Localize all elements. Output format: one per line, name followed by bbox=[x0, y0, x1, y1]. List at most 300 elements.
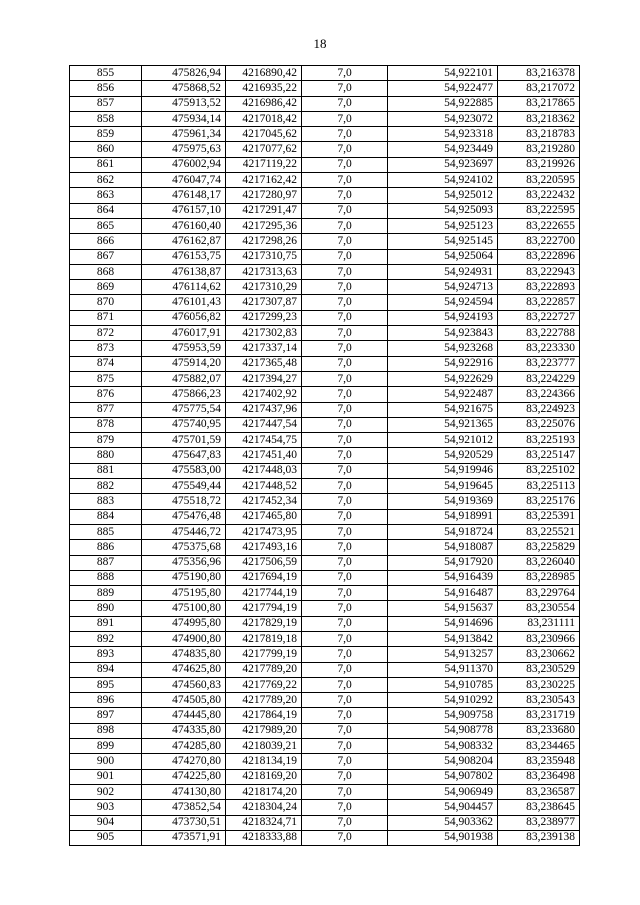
point-number-cell: 886 bbox=[70, 540, 142, 555]
latitude-cell: 54,922885 bbox=[388, 96, 498, 111]
longitude-cell: 83,238977 bbox=[498, 815, 580, 830]
point-number-cell: 871 bbox=[70, 310, 142, 325]
latitude-cell: 54,923843 bbox=[388, 326, 498, 341]
height-cell: 7,0 bbox=[302, 586, 388, 601]
x-coordinate-cell: 474560,83 bbox=[142, 677, 226, 692]
point-number-cell: 862 bbox=[70, 173, 142, 188]
x-coordinate-cell: 475868,52 bbox=[142, 81, 226, 96]
y-coordinate-cell: 4217473,95 bbox=[226, 524, 302, 539]
table-row bbox=[70, 769, 580, 784]
latitude-cell: 54,904457 bbox=[388, 800, 498, 815]
y-coordinate-cell: 4217313,63 bbox=[226, 264, 302, 279]
height-cell: 7,0 bbox=[302, 387, 388, 402]
longitude-cell: 83,218362 bbox=[498, 111, 580, 126]
height-cell: 7,0 bbox=[302, 356, 388, 371]
y-coordinate-cell: 4217799,19 bbox=[226, 647, 302, 662]
x-coordinate-cell: 475740,95 bbox=[142, 417, 226, 432]
point-number-cell: 881 bbox=[70, 463, 142, 478]
x-coordinate-cell: 476017,91 bbox=[142, 326, 226, 341]
table-row bbox=[70, 188, 580, 203]
x-coordinate-cell: 475913,52 bbox=[142, 96, 226, 111]
y-coordinate-cell: 4217829,19 bbox=[226, 616, 302, 631]
table-row bbox=[70, 479, 580, 494]
longitude-cell: 83,216378 bbox=[498, 66, 580, 81]
table-row bbox=[70, 310, 580, 325]
height-cell: 7,0 bbox=[302, 616, 388, 631]
height-cell: 7,0 bbox=[302, 463, 388, 478]
latitude-cell: 54,922477 bbox=[388, 81, 498, 96]
table-row bbox=[70, 815, 580, 830]
table-row bbox=[70, 555, 580, 570]
latitude-cell: 54,916487 bbox=[388, 586, 498, 601]
longitude-cell: 83,225521 bbox=[498, 524, 580, 539]
point-number-cell: 879 bbox=[70, 433, 142, 448]
height-cell: 7,0 bbox=[302, 203, 388, 218]
latitude-cell: 54,923072 bbox=[388, 111, 498, 126]
y-coordinate-cell: 4217437,96 bbox=[226, 402, 302, 417]
y-coordinate-cell: 4217302,83 bbox=[226, 326, 302, 341]
latitude-cell: 54,907802 bbox=[388, 769, 498, 784]
table-row bbox=[70, 601, 580, 616]
height-cell: 7,0 bbox=[302, 723, 388, 738]
height-cell: 7,0 bbox=[302, 402, 388, 417]
y-coordinate-cell: 4216935,22 bbox=[226, 81, 302, 96]
longitude-cell: 83,217072 bbox=[498, 81, 580, 96]
latitude-cell: 54,924102 bbox=[388, 173, 498, 188]
point-number-cell: 877 bbox=[70, 402, 142, 417]
y-coordinate-cell: 4217454,75 bbox=[226, 433, 302, 448]
y-coordinate-cell: 4217310,29 bbox=[226, 280, 302, 295]
longitude-cell: 83,224229 bbox=[498, 371, 580, 386]
x-coordinate-cell: 473730,51 bbox=[142, 815, 226, 830]
table-row bbox=[70, 739, 580, 754]
x-coordinate-cell: 475190,80 bbox=[142, 570, 226, 585]
y-coordinate-cell: 4217119,22 bbox=[226, 157, 302, 172]
longitude-cell: 83,236498 bbox=[498, 769, 580, 784]
height-cell: 7,0 bbox=[302, 677, 388, 692]
y-coordinate-cell: 4217045,62 bbox=[226, 127, 302, 142]
table-row bbox=[70, 249, 580, 264]
point-number-cell: 894 bbox=[70, 662, 142, 677]
table-row bbox=[70, 66, 580, 81]
y-coordinate-cell: 4217989,20 bbox=[226, 723, 302, 738]
height-cell: 7,0 bbox=[302, 784, 388, 799]
point-number-cell: 866 bbox=[70, 234, 142, 249]
height-cell: 7,0 bbox=[302, 524, 388, 539]
height-cell: 7,0 bbox=[302, 830, 388, 845]
y-coordinate-cell: 4217506,59 bbox=[226, 555, 302, 570]
x-coordinate-cell: 475195,80 bbox=[142, 586, 226, 601]
table-row bbox=[70, 586, 580, 601]
coordinates-table bbox=[69, 65, 580, 846]
table-row bbox=[70, 203, 580, 218]
point-number-cell: 896 bbox=[70, 693, 142, 708]
height-cell: 7,0 bbox=[302, 509, 388, 524]
x-coordinate-cell: 474995,80 bbox=[142, 616, 226, 631]
longitude-cell: 83,222788 bbox=[498, 326, 580, 341]
longitude-cell: 83,222700 bbox=[498, 234, 580, 249]
height-cell: 7,0 bbox=[302, 341, 388, 356]
point-number-cell: 895 bbox=[70, 677, 142, 692]
longitude-cell: 83,217865 bbox=[498, 96, 580, 111]
table-row bbox=[70, 173, 580, 188]
latitude-cell: 54,921675 bbox=[388, 402, 498, 417]
latitude-cell: 54,910785 bbox=[388, 677, 498, 692]
x-coordinate-cell: 473852,54 bbox=[142, 800, 226, 815]
longitude-cell: 83,231111 bbox=[498, 616, 580, 631]
longitude-cell: 83,229764 bbox=[498, 586, 580, 601]
longitude-cell: 83,223777 bbox=[498, 356, 580, 371]
table-row bbox=[70, 280, 580, 295]
point-number-cell: 887 bbox=[70, 555, 142, 570]
latitude-cell: 54,923449 bbox=[388, 142, 498, 157]
table-row bbox=[70, 111, 580, 126]
height-cell: 7,0 bbox=[302, 142, 388, 157]
height-cell: 7,0 bbox=[302, 127, 388, 142]
latitude-cell: 54,918724 bbox=[388, 524, 498, 539]
point-number-cell: 861 bbox=[70, 157, 142, 172]
y-coordinate-cell: 4217769,22 bbox=[226, 677, 302, 692]
x-coordinate-cell: 475882,07 bbox=[142, 371, 226, 386]
point-number-cell: 890 bbox=[70, 601, 142, 616]
longitude-cell: 83,239138 bbox=[498, 830, 580, 845]
latitude-cell: 54,908204 bbox=[388, 754, 498, 769]
y-coordinate-cell: 4218169,20 bbox=[226, 769, 302, 784]
x-coordinate-cell: 474900,80 bbox=[142, 631, 226, 646]
point-number-cell: 900 bbox=[70, 754, 142, 769]
y-coordinate-cell: 4217789,20 bbox=[226, 693, 302, 708]
point-number-cell: 889 bbox=[70, 586, 142, 601]
longitude-cell: 83,222595 bbox=[498, 203, 580, 218]
x-coordinate-cell: 476101,43 bbox=[142, 295, 226, 310]
height-cell: 7,0 bbox=[302, 631, 388, 646]
point-number-cell: 869 bbox=[70, 280, 142, 295]
height-cell: 7,0 bbox=[302, 769, 388, 784]
x-coordinate-cell: 474285,80 bbox=[142, 739, 226, 754]
table-row bbox=[70, 784, 580, 799]
point-number-cell: 878 bbox=[70, 417, 142, 432]
height-cell: 7,0 bbox=[302, 479, 388, 494]
table-row bbox=[70, 494, 580, 509]
y-coordinate-cell: 4217448,52 bbox=[226, 479, 302, 494]
table-row bbox=[70, 96, 580, 111]
height-cell: 7,0 bbox=[302, 540, 388, 555]
x-coordinate-cell: 474130,80 bbox=[142, 784, 226, 799]
table-row bbox=[70, 433, 580, 448]
point-number-cell: 875 bbox=[70, 371, 142, 386]
latitude-cell: 54,924193 bbox=[388, 310, 498, 325]
y-coordinate-cell: 4217310,75 bbox=[226, 249, 302, 264]
page-number: 18 bbox=[313, 36, 327, 51]
latitude-cell: 54,922916 bbox=[388, 356, 498, 371]
x-coordinate-cell: 476002,94 bbox=[142, 157, 226, 172]
table-row bbox=[70, 754, 580, 769]
x-coordinate-cell: 476114,62 bbox=[142, 280, 226, 295]
longitude-cell: 83,236587 bbox=[498, 784, 580, 799]
height-cell: 7,0 bbox=[302, 326, 388, 341]
latitude-cell: 54,916439 bbox=[388, 570, 498, 585]
point-number-cell: 870 bbox=[70, 295, 142, 310]
y-coordinate-cell: 4217077,62 bbox=[226, 142, 302, 157]
x-coordinate-cell: 475953,59 bbox=[142, 341, 226, 356]
latitude-cell: 54,906949 bbox=[388, 784, 498, 799]
height-cell: 7,0 bbox=[302, 111, 388, 126]
point-number-cell: 860 bbox=[70, 142, 142, 157]
point-number-cell: 903 bbox=[70, 800, 142, 815]
height-cell: 7,0 bbox=[302, 555, 388, 570]
height-cell: 7,0 bbox=[302, 708, 388, 723]
y-coordinate-cell: 4218333,88 bbox=[226, 830, 302, 845]
x-coordinate-cell: 475934,14 bbox=[142, 111, 226, 126]
longitude-cell: 83,225176 bbox=[498, 494, 580, 509]
point-number-cell: 882 bbox=[70, 479, 142, 494]
table-row bbox=[70, 708, 580, 723]
longitude-cell: 83,231719 bbox=[498, 708, 580, 723]
longitude-cell: 83,225076 bbox=[498, 417, 580, 432]
latitude-cell: 54,921365 bbox=[388, 417, 498, 432]
height-cell: 7,0 bbox=[302, 81, 388, 96]
y-coordinate-cell: 4217819,18 bbox=[226, 631, 302, 646]
height-cell: 7,0 bbox=[302, 218, 388, 233]
latitude-cell: 54,917920 bbox=[388, 555, 498, 570]
longitude-cell: 83,225147 bbox=[498, 448, 580, 463]
height-cell: 7,0 bbox=[302, 66, 388, 81]
y-coordinate-cell: 4217280,97 bbox=[226, 188, 302, 203]
x-coordinate-cell: 474225,80 bbox=[142, 769, 226, 784]
table-row bbox=[70, 142, 580, 157]
point-number-cell: 863 bbox=[70, 188, 142, 203]
point-number-cell: 902 bbox=[70, 784, 142, 799]
height-cell: 7,0 bbox=[302, 433, 388, 448]
table-row bbox=[70, 662, 580, 677]
y-coordinate-cell: 4217744,19 bbox=[226, 586, 302, 601]
point-number-cell: 885 bbox=[70, 524, 142, 539]
table-row bbox=[70, 677, 580, 692]
longitude-cell: 83,222943 bbox=[498, 264, 580, 279]
longitude-cell: 83,220595 bbox=[498, 173, 580, 188]
table-row bbox=[70, 509, 580, 524]
latitude-cell: 54,901938 bbox=[388, 830, 498, 845]
x-coordinate-cell: 475647,83 bbox=[142, 448, 226, 463]
x-coordinate-cell: 474835,80 bbox=[142, 647, 226, 662]
height-cell: 7,0 bbox=[302, 662, 388, 677]
longitude-cell: 83,230529 bbox=[498, 662, 580, 677]
table-row bbox=[70, 448, 580, 463]
point-number-cell: 893 bbox=[70, 647, 142, 662]
latitude-cell: 54,921012 bbox=[388, 433, 498, 448]
longitude-cell: 83,225113 bbox=[498, 479, 580, 494]
longitude-cell: 83,230662 bbox=[498, 647, 580, 662]
y-coordinate-cell: 4217448,03 bbox=[226, 463, 302, 478]
x-coordinate-cell: 476047,74 bbox=[142, 173, 226, 188]
x-coordinate-cell: 475375,68 bbox=[142, 540, 226, 555]
table-row bbox=[70, 417, 580, 432]
longitude-cell: 83,219280 bbox=[498, 142, 580, 157]
longitude-cell: 83,234465 bbox=[498, 739, 580, 754]
longitude-cell: 83,219926 bbox=[498, 157, 580, 172]
x-coordinate-cell: 475446,72 bbox=[142, 524, 226, 539]
table-row bbox=[70, 387, 580, 402]
height-cell: 7,0 bbox=[302, 234, 388, 249]
latitude-cell: 54,924931 bbox=[388, 264, 498, 279]
latitude-cell: 54,922487 bbox=[388, 387, 498, 402]
x-coordinate-cell: 473571,91 bbox=[142, 830, 226, 845]
table-row bbox=[70, 264, 580, 279]
longitude-cell: 83,224366 bbox=[498, 387, 580, 402]
y-coordinate-cell: 4217452,34 bbox=[226, 494, 302, 509]
point-number-cell: 880 bbox=[70, 448, 142, 463]
height-cell: 7,0 bbox=[302, 815, 388, 830]
table-row bbox=[70, 295, 580, 310]
latitude-cell: 54,922101 bbox=[388, 66, 498, 81]
latitude-cell: 54,908778 bbox=[388, 723, 498, 738]
y-coordinate-cell: 4217493,16 bbox=[226, 540, 302, 555]
latitude-cell: 54,903362 bbox=[388, 815, 498, 830]
y-coordinate-cell: 4218134,19 bbox=[226, 754, 302, 769]
point-number-cell: 868 bbox=[70, 264, 142, 279]
x-coordinate-cell: 475975,63 bbox=[142, 142, 226, 157]
height-cell: 7,0 bbox=[302, 249, 388, 264]
latitude-cell: 54,925145 bbox=[388, 234, 498, 249]
x-coordinate-cell: 475518,72 bbox=[142, 494, 226, 509]
table-row bbox=[70, 81, 580, 96]
point-number-cell: 873 bbox=[70, 341, 142, 356]
longitude-cell: 83,218783 bbox=[498, 127, 580, 142]
longitude-cell: 83,222655 bbox=[498, 218, 580, 233]
latitude-cell: 54,923268 bbox=[388, 341, 498, 356]
point-number-cell: 867 bbox=[70, 249, 142, 264]
latitude-cell: 54,913257 bbox=[388, 647, 498, 662]
height-cell: 7,0 bbox=[302, 96, 388, 111]
y-coordinate-cell: 4217337,14 bbox=[226, 341, 302, 356]
point-number-cell: 872 bbox=[70, 326, 142, 341]
latitude-cell: 54,910292 bbox=[388, 693, 498, 708]
x-coordinate-cell: 476153,75 bbox=[142, 249, 226, 264]
point-number-cell: 904 bbox=[70, 815, 142, 830]
x-coordinate-cell: 475356,96 bbox=[142, 555, 226, 570]
x-coordinate-cell: 474445,80 bbox=[142, 708, 226, 723]
x-coordinate-cell: 475826,94 bbox=[142, 66, 226, 81]
table-row bbox=[70, 127, 580, 142]
x-coordinate-cell: 475476,48 bbox=[142, 509, 226, 524]
table-row bbox=[70, 570, 580, 585]
table-row bbox=[70, 326, 580, 341]
height-cell: 7,0 bbox=[302, 280, 388, 295]
longitude-cell: 83,225102 bbox=[498, 463, 580, 478]
table-row bbox=[70, 371, 580, 386]
latitude-cell: 54,913842 bbox=[388, 631, 498, 646]
point-number-cell: 876 bbox=[70, 387, 142, 402]
x-coordinate-cell: 475961,34 bbox=[142, 127, 226, 142]
latitude-cell: 54,925123 bbox=[388, 218, 498, 233]
y-coordinate-cell: 4217465,80 bbox=[226, 509, 302, 524]
height-cell: 7,0 bbox=[302, 693, 388, 708]
point-number-cell: 864 bbox=[70, 203, 142, 218]
height-cell: 7,0 bbox=[302, 310, 388, 325]
latitude-cell: 54,924713 bbox=[388, 280, 498, 295]
longitude-cell: 83,228985 bbox=[498, 570, 580, 585]
longitude-cell: 83,223330 bbox=[498, 341, 580, 356]
height-cell: 7,0 bbox=[302, 295, 388, 310]
x-coordinate-cell: 476157,10 bbox=[142, 203, 226, 218]
longitude-cell: 83,225193 bbox=[498, 433, 580, 448]
height-cell: 7,0 bbox=[302, 754, 388, 769]
table-row bbox=[70, 647, 580, 662]
longitude-cell: 83,222727 bbox=[498, 310, 580, 325]
height-cell: 7,0 bbox=[302, 647, 388, 662]
longitude-cell: 83,222432 bbox=[498, 188, 580, 203]
height-cell: 7,0 bbox=[302, 173, 388, 188]
x-coordinate-cell: 476148,17 bbox=[142, 188, 226, 203]
latitude-cell: 54,919946 bbox=[388, 463, 498, 478]
table-row bbox=[70, 463, 580, 478]
point-number-cell: 899 bbox=[70, 739, 142, 754]
longitude-cell: 83,230554 bbox=[498, 601, 580, 616]
x-coordinate-cell: 474625,80 bbox=[142, 662, 226, 677]
y-coordinate-cell: 4217018,42 bbox=[226, 111, 302, 126]
latitude-cell: 54,919645 bbox=[388, 479, 498, 494]
y-coordinate-cell: 4217402,92 bbox=[226, 387, 302, 402]
y-coordinate-cell: 4217794,19 bbox=[226, 601, 302, 616]
latitude-cell: 54,914696 bbox=[388, 616, 498, 631]
x-coordinate-cell: 474505,80 bbox=[142, 693, 226, 708]
latitude-cell: 54,922629 bbox=[388, 371, 498, 386]
point-number-cell: 874 bbox=[70, 356, 142, 371]
longitude-cell: 83,225829 bbox=[498, 540, 580, 555]
y-coordinate-cell: 4217451,40 bbox=[226, 448, 302, 463]
x-coordinate-cell: 475914,20 bbox=[142, 356, 226, 371]
y-coordinate-cell: 4217291,47 bbox=[226, 203, 302, 218]
latitude-cell: 54,918991 bbox=[388, 509, 498, 524]
point-number-cell: 888 bbox=[70, 570, 142, 585]
point-number-cell: 905 bbox=[70, 830, 142, 845]
latitude-cell: 54,911370 bbox=[388, 662, 498, 677]
y-coordinate-cell: 4217307,87 bbox=[226, 295, 302, 310]
height-cell: 7,0 bbox=[302, 264, 388, 279]
table-row bbox=[70, 723, 580, 738]
height-cell: 7,0 bbox=[302, 494, 388, 509]
table-row bbox=[70, 693, 580, 708]
longitude-cell: 83,225391 bbox=[498, 509, 580, 524]
longitude-cell: 83,238645 bbox=[498, 800, 580, 815]
latitude-cell: 54,923318 bbox=[388, 127, 498, 142]
point-number-cell: 898 bbox=[70, 723, 142, 738]
latitude-cell: 54,925064 bbox=[388, 249, 498, 264]
height-cell: 7,0 bbox=[302, 188, 388, 203]
latitude-cell: 54,924594 bbox=[388, 295, 498, 310]
table-row bbox=[70, 218, 580, 233]
y-coordinate-cell: 4216986,42 bbox=[226, 96, 302, 111]
table-row bbox=[70, 524, 580, 539]
x-coordinate-cell: 476138,87 bbox=[142, 264, 226, 279]
y-coordinate-cell: 4217789,20 bbox=[226, 662, 302, 677]
latitude-cell: 54,925093 bbox=[388, 203, 498, 218]
x-coordinate-cell: 475583,00 bbox=[142, 463, 226, 478]
y-coordinate-cell: 4217299,23 bbox=[226, 310, 302, 325]
table-row bbox=[70, 356, 580, 371]
latitude-cell: 54,908332 bbox=[388, 739, 498, 754]
table-row bbox=[70, 830, 580, 845]
x-coordinate-cell: 476162,87 bbox=[142, 234, 226, 249]
y-coordinate-cell: 4217162,42 bbox=[226, 173, 302, 188]
x-coordinate-cell: 474335,80 bbox=[142, 723, 226, 738]
latitude-cell: 54,918087 bbox=[388, 540, 498, 555]
latitude-cell: 54,919369 bbox=[388, 494, 498, 509]
coordinates-table-body bbox=[70, 66, 580, 846]
y-coordinate-cell: 4218324,71 bbox=[226, 815, 302, 830]
y-coordinate-cell: 4217295,36 bbox=[226, 218, 302, 233]
point-number-cell: 859 bbox=[70, 127, 142, 142]
